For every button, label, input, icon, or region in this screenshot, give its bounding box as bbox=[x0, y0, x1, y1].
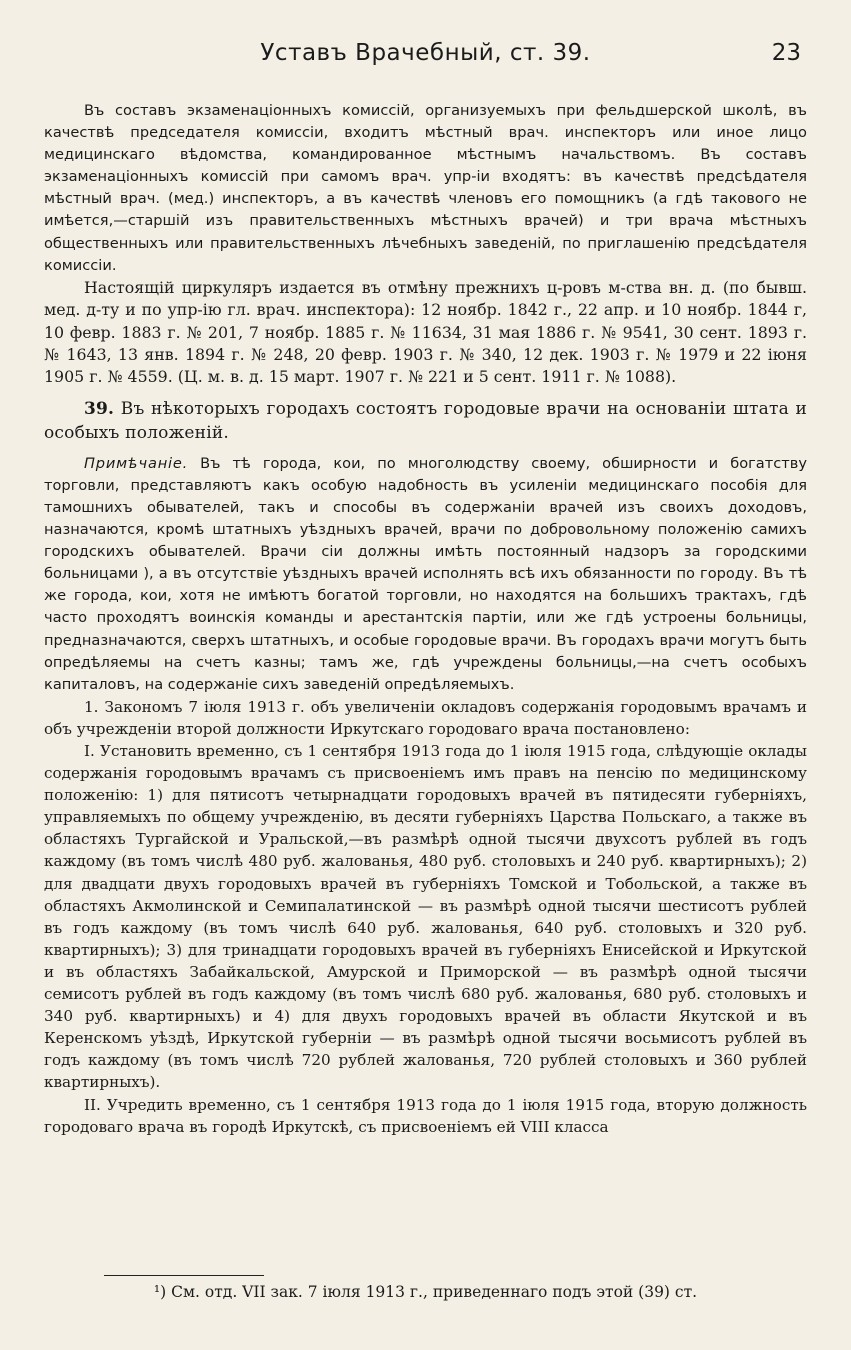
footnote-divider bbox=[104, 1275, 264, 1276]
paragraph-irkutsk-position: II. Учредить временно, съ 1 сентября 1913 года до 1 іюля 1915 года, вторую должность городоваго врача въ городѣ Иркутскѣ, съ присвоеніемъ ей VIII класса bbox=[44, 1095, 807, 1136]
note-text: Въ тѣ города, кои, по многолюдству своему, обширности и богатству торговли, представляютъ какъ особую надобность въ усиленіи медицинскаго пособія для тамошнихъ обывателей, такъ и способы въ содержаніи врачей изъ своихъ доходовъ, назначаются, кромѣ штатныхъ уѣздныхъ врачей, врачи по добровольному положенію самихъ городскихъ обывателей. Врачи сіи должны имѣть постоянный надзоръ за городскими больницами ), а въ отсутствіе уѣздныхъ врачей исполнять всѣ ихъ обязанности по городу. Въ тѣ же города, кои, хотя не имѣютъ богатой торговли, но находятся на большихъ трактахъ, гдѣ часто проходятъ воинскія команды и арестантскія партіи, или же гдѣ устроены больницы, предназначаются, сверхъ штатныхъ, и особые городовые врачи. Въ городахъ врачи могутъ быть опредѣляемы на счетъ казны; тамъ же, гдѣ учреждены больницы,—на счетъ особыхъ капиталовъ, на содержаніе сихъ заведеній опредѣляемыхъ. bbox=[44, 454, 807, 693]
article-text: Въ нѣкоторыхъ городахъ состоятъ городовые врачи на основаніи штата и особыхъ положеній. bbox=[44, 398, 807, 443]
paragraph-circular: Настоящій циркуляръ издается въ отмѣну прежнихъ ц-ровъ м-ства вн. д. (по бывш. мед. д-ту и по упр-ію гл. врач. инспектора): 12 ноябр. 1842 г., 22 апр. и 10 ноябр. 1844 г, 10 февр. 1883 г. № 201, 7 ноябр. 1885 г. № 11634, 31 мая 1886 г. № 9541, 30 сент. 1893 г. № 1643, 13 янв. 1894 г. № 248, 20 февр. 1903 г. № 340, 12 дек. 1903 г. № 1979 и 22 іюня 1905 г. № 4559. (Ц. м. в. д. 15 март. 1907 г. № 221 и 5 сент. 1911 г. № 1088). bbox=[44, 277, 807, 387]
footnote: ¹) См. отд. VII зак. 7 іюля 1913 г., приведеннаго подъ этой (39) ст. bbox=[153, 1283, 698, 1301]
paragraph-exam-commissions: Въ составъ экзаменаціонныхъ комиссій, организуемыхъ при фельдшерской школѣ, въ качествѣ председателя комиссіи, входитъ мѣстный врач. инспекторъ или иное лицо медицинскаго вѣдомства, командированное мѣстнымъ начальствомъ. Въ составъ экзаменаціонныхъ комиссій при самомъ врач. упр-іи входятъ: въ качествѣ предсѣдателя мѣстный врач. (мед.) инспекторъ, а въ качествѣ членовъ его помощникъ (а гдѣ такового не имѣется,—старшій изъ правительственныхъ мѣстныхъ врачей) и три врача мѣстныхъ общественныхъ или правительственныхъ лѣчебныхъ заведеній, по приглашенію предсѣдателя комиссіи. bbox=[44, 102, 807, 274]
running-header bbox=[44, 40, 807, 74]
article-number: 39. bbox=[84, 398, 115, 419]
body-text bbox=[44, 100, 807, 1138]
page-number: 23 bbox=[771, 40, 801, 66]
paragraph-law-1913: 1. Закономъ 7 іюля 1913 г. объ увеличеніи окладовъ содержанія городовымъ врачамъ и объ учрежденіи второй должности Иркутскаго городоваго врача постановлено: bbox=[44, 697, 807, 738]
note-heading: Примѣчаніе. bbox=[84, 454, 189, 472]
article-39 bbox=[44, 397, 807, 445]
page-title: Уставъ Врачебный, ст. 39. bbox=[260, 40, 591, 66]
note-paragraph bbox=[44, 453, 807, 696]
paragraph-salaries: I. Установить временно, съ 1 сентября 1913 года до 1 іюля 1915 года, слѣдующіе оклады содержанія городовымъ врачамъ съ присвоеніемъ имъ правъ на пенсію по медицинскому положенію: 1) для пятисотъ четырнадцати городовыхъ врачей въ пятидесяти губерніяхъ, управляемыхъ по общему учрежденію, въ десяти губерніяхъ Царства Польскаго, а также въ областяхъ Тургайской и Уральской,—въ размѣрѣ одной тысячи двухсотъ рублей въ годъ каждому (въ томъ числѣ 480 руб. жалованья, 480 руб. столовыхъ и 240 руб. квартирныхъ); 2) для двадцати двухъ городовыхъ врачей въ губерніяхъ Томской и Тобольской, а также въ областяхъ Акмолинской и Семипалатинской — въ размѣрѣ одной тысячи шестисотъ рублей въ годъ каждому (въ томъ числѣ 640 руб. жалованья, 640 руб. столовыхъ и 320 руб. квартирныхъ); 3) для тринадцати городовыхъ врачей въ губерніяхъ Енисейской и Иркутской и въ областяхъ Забайкальской, Амурской и Приморской — въ размѣрѣ одной тысячи семисотъ рублей въ годъ каждому (въ томъ числѣ 680 руб. жалованья, 680 руб. столовыхъ и 340 руб. квартирныхъ) и 4) для двухъ городовыхъ врачей въ области Якутской и въ Керенскомъ уѣздѣ, Иркутской губерніи — въ размѣрѣ одной тысячи восьмисотъ рублей въ годъ каждому (въ томъ числѣ 720 рублей жалованья, 720 рублей столовыхъ и 360 рублей квартирныхъ). bbox=[44, 742, 807, 1092]
